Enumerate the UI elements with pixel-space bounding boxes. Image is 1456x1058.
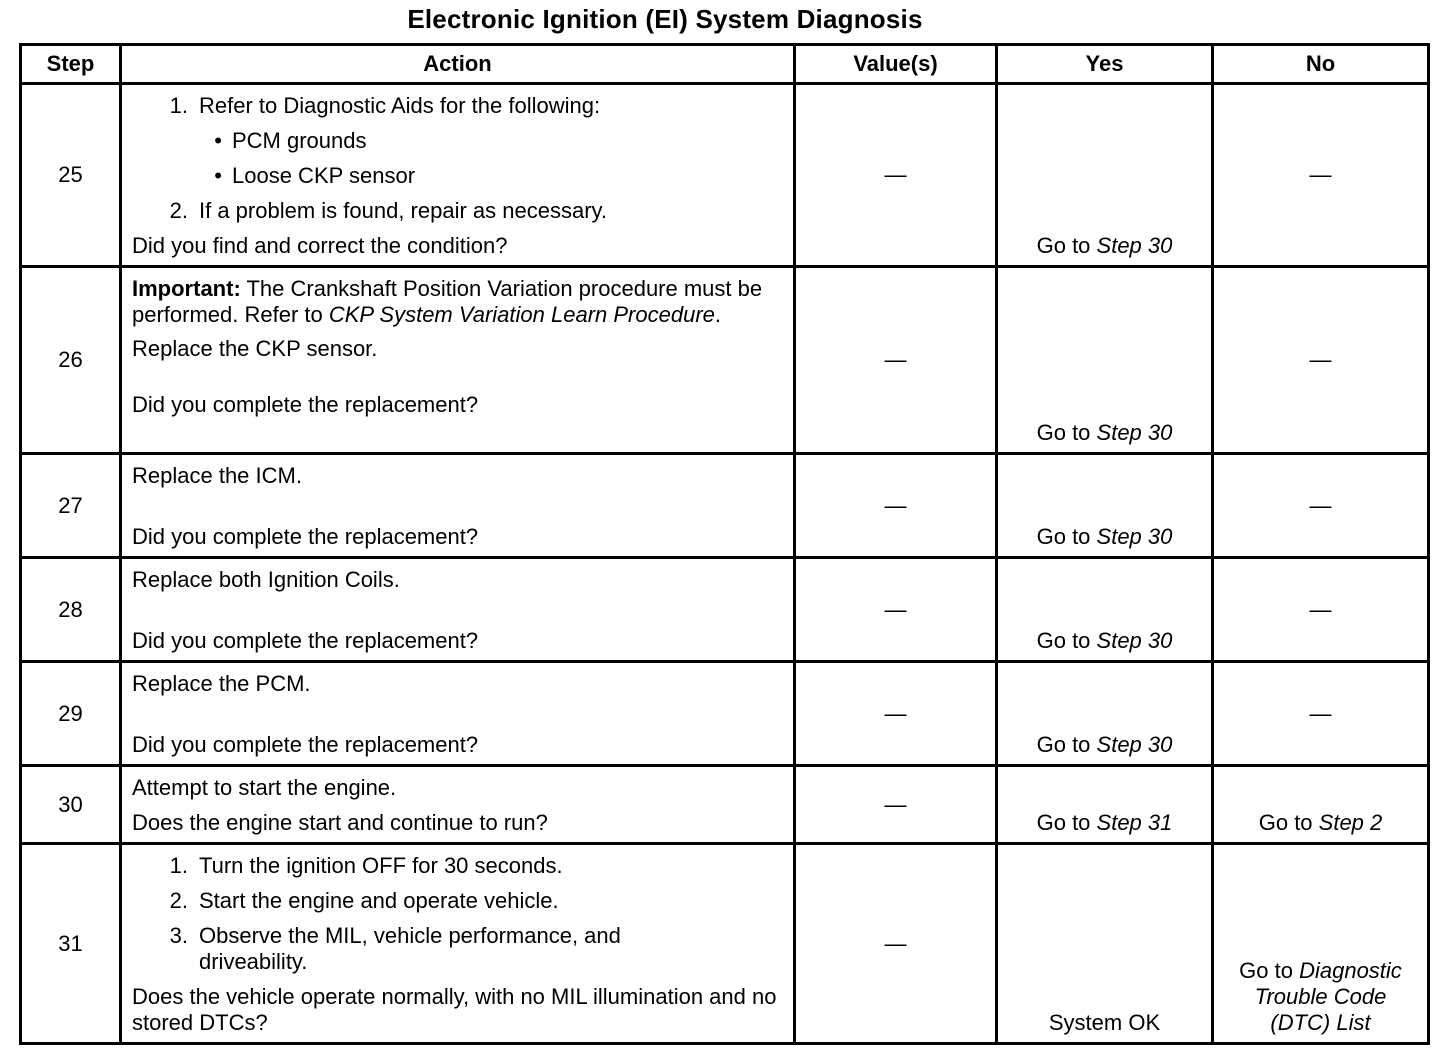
- diagnosis-table: [19, 43, 1430, 1045]
- no-prefix: Go to: [1258, 810, 1319, 835]
- yes-cell: [997, 84, 1213, 267]
- step-number: 25: [21, 84, 121, 267]
- instruction-text: Replace both Ignition Coils.: [132, 567, 400, 592]
- yes-cell: System OK: [997, 844, 1213, 1044]
- item-number: 1.: [169, 853, 188, 878]
- item-number: 2.: [169, 888, 188, 913]
- step-number: 29: [21, 662, 121, 766]
- yes-cell: [997, 454, 1213, 558]
- list-item: [132, 923, 783, 975]
- value-cell: —: [795, 766, 997, 844]
- header-step: Step: [21, 45, 121, 84]
- action-cell: [121, 84, 795, 267]
- bullet-item: [132, 128, 783, 154]
- no-dtc-link[interactable]: Diagnostic Trouble Code (DTC) List: [1254, 958, 1402, 1035]
- bullet-text: PCM grounds: [232, 128, 367, 153]
- yes-prefix: Go to: [1036, 810, 1097, 835]
- no-cell: —: [1213, 267, 1429, 454]
- no-cell: —: [1213, 662, 1429, 766]
- question-text: Does the engine start and continue to run?: [132, 810, 548, 835]
- item-text: Start the engine and operate vehicle.: [199, 888, 559, 913]
- step-number: 30: [21, 766, 121, 844]
- yes-cell: [997, 267, 1213, 454]
- question-text: Did you find and correct the condition?: [132, 233, 508, 258]
- list-item: [132, 198, 783, 224]
- yes-prefix: Go to: [1036, 628, 1097, 653]
- item-text: Refer to Diagnostic Aids for the following:: [199, 93, 601, 118]
- yes-step-link[interactable]: Step 30: [1096, 524, 1173, 549]
- table-row: [21, 766, 1429, 844]
- action-cell: [121, 662, 795, 766]
- step-number: 26: [21, 267, 121, 454]
- question-text: Did you complete the replacement?: [132, 392, 479, 417]
- item-number: 1.: [169, 93, 188, 118]
- question-text: Did you complete the replacement?: [132, 524, 479, 549]
- value-cell: —: [795, 662, 997, 766]
- yes-prefix: Go to: [1036, 524, 1097, 549]
- no-cell: —: [1213, 558, 1429, 662]
- step-number: 31: [21, 844, 121, 1044]
- instruction-text: Replace the ICM.: [132, 463, 302, 488]
- yes-prefix: Go to: [1036, 420, 1097, 445]
- yes-step-link[interactable]: Step 30: [1096, 233, 1173, 258]
- yes-prefix: Go to: [1036, 233, 1097, 258]
- table-row: [21, 662, 1429, 766]
- table-row: [21, 267, 1429, 454]
- value-cell: —: [795, 454, 997, 558]
- yes-prefix: Go to: [1036, 732, 1097, 757]
- page-title: Electronic Ignition (EI) System Diagnosis: [407, 4, 923, 34]
- item-text: Turn the ignition OFF for 30 seconds.: [199, 853, 563, 878]
- important-label: Important:: [132, 276, 241, 301]
- header-action: Action: [121, 45, 795, 84]
- list-item: [132, 888, 783, 914]
- yes-cell: [997, 662, 1213, 766]
- yes-cell: [997, 558, 1213, 662]
- bullet-item: [132, 163, 783, 189]
- table-row: [21, 844, 1429, 1044]
- no-cell: —: [1213, 84, 1429, 267]
- no-cell: —: [1213, 454, 1429, 558]
- header-values: Value(s): [795, 45, 997, 84]
- instruction-text: Attempt to start the engine.: [132, 775, 397, 800]
- header-row: [21, 45, 1429, 84]
- procedure-link[interactable]: CKP System Variation Learn Procedure: [328, 302, 715, 327]
- no-step-link[interactable]: Step 2: [1318, 810, 1383, 835]
- table-row: [21, 454, 1429, 558]
- value-cell: —: [795, 844, 997, 1044]
- table-row: [21, 558, 1429, 662]
- list-item: [132, 93, 783, 119]
- bullet-icon: •: [214, 128, 222, 153]
- bullet-text: Loose CKP sensor: [232, 163, 416, 188]
- important-end: .: [714, 302, 721, 327]
- yes-step-link[interactable]: Step 30: [1096, 628, 1173, 653]
- bullet-icon: •: [214, 163, 222, 188]
- step-number: 27: [21, 454, 121, 558]
- table-row: [21, 84, 1429, 267]
- instruction-text: Replace the CKP sensor.: [132, 336, 378, 361]
- no-cell: [1213, 766, 1429, 844]
- action-cell: [121, 766, 795, 844]
- header-no: No: [1213, 45, 1429, 84]
- question-text: Did you complete the replacement?: [132, 732, 479, 757]
- action-cell: [121, 267, 795, 454]
- list-item: [132, 853, 783, 879]
- value-cell: —: [795, 558, 997, 662]
- question-text: Did you complete the replacement?: [132, 628, 479, 653]
- header-yes: Yes: [997, 45, 1213, 84]
- step-number: 28: [21, 558, 121, 662]
- item-text: Observe the MIL, vehicle performance, and driveability.: [199, 923, 621, 974]
- yes-cell: [997, 766, 1213, 844]
- important-text: The Crankshaft Position Variation procedure must be performed. Refer to: [132, 276, 763, 327]
- instruction-text: Replace the PCM.: [132, 671, 311, 696]
- item-number: 3.: [169, 923, 188, 948]
- yes-step-link[interactable]: Step 30: [1096, 732, 1173, 757]
- no-cell: [1213, 844, 1429, 1044]
- yes-step-link[interactable]: Step 30: [1096, 420, 1173, 445]
- action-cell: [121, 454, 795, 558]
- item-number: 2.: [169, 198, 188, 223]
- no-prefix: Go to: [1239, 958, 1300, 983]
- yes-step-link[interactable]: Step 31: [1096, 810, 1173, 835]
- action-cell: [121, 844, 795, 1044]
- question-text: Does the vehicle operate normally, with no MIL illumination and no stored DTCs?: [132, 984, 777, 1035]
- item-text: If a problem is found, repair as necessary.: [199, 198, 608, 223]
- action-cell: [121, 558, 795, 662]
- value-cell: —: [795, 267, 997, 454]
- value-cell: —: [795, 84, 997, 267]
